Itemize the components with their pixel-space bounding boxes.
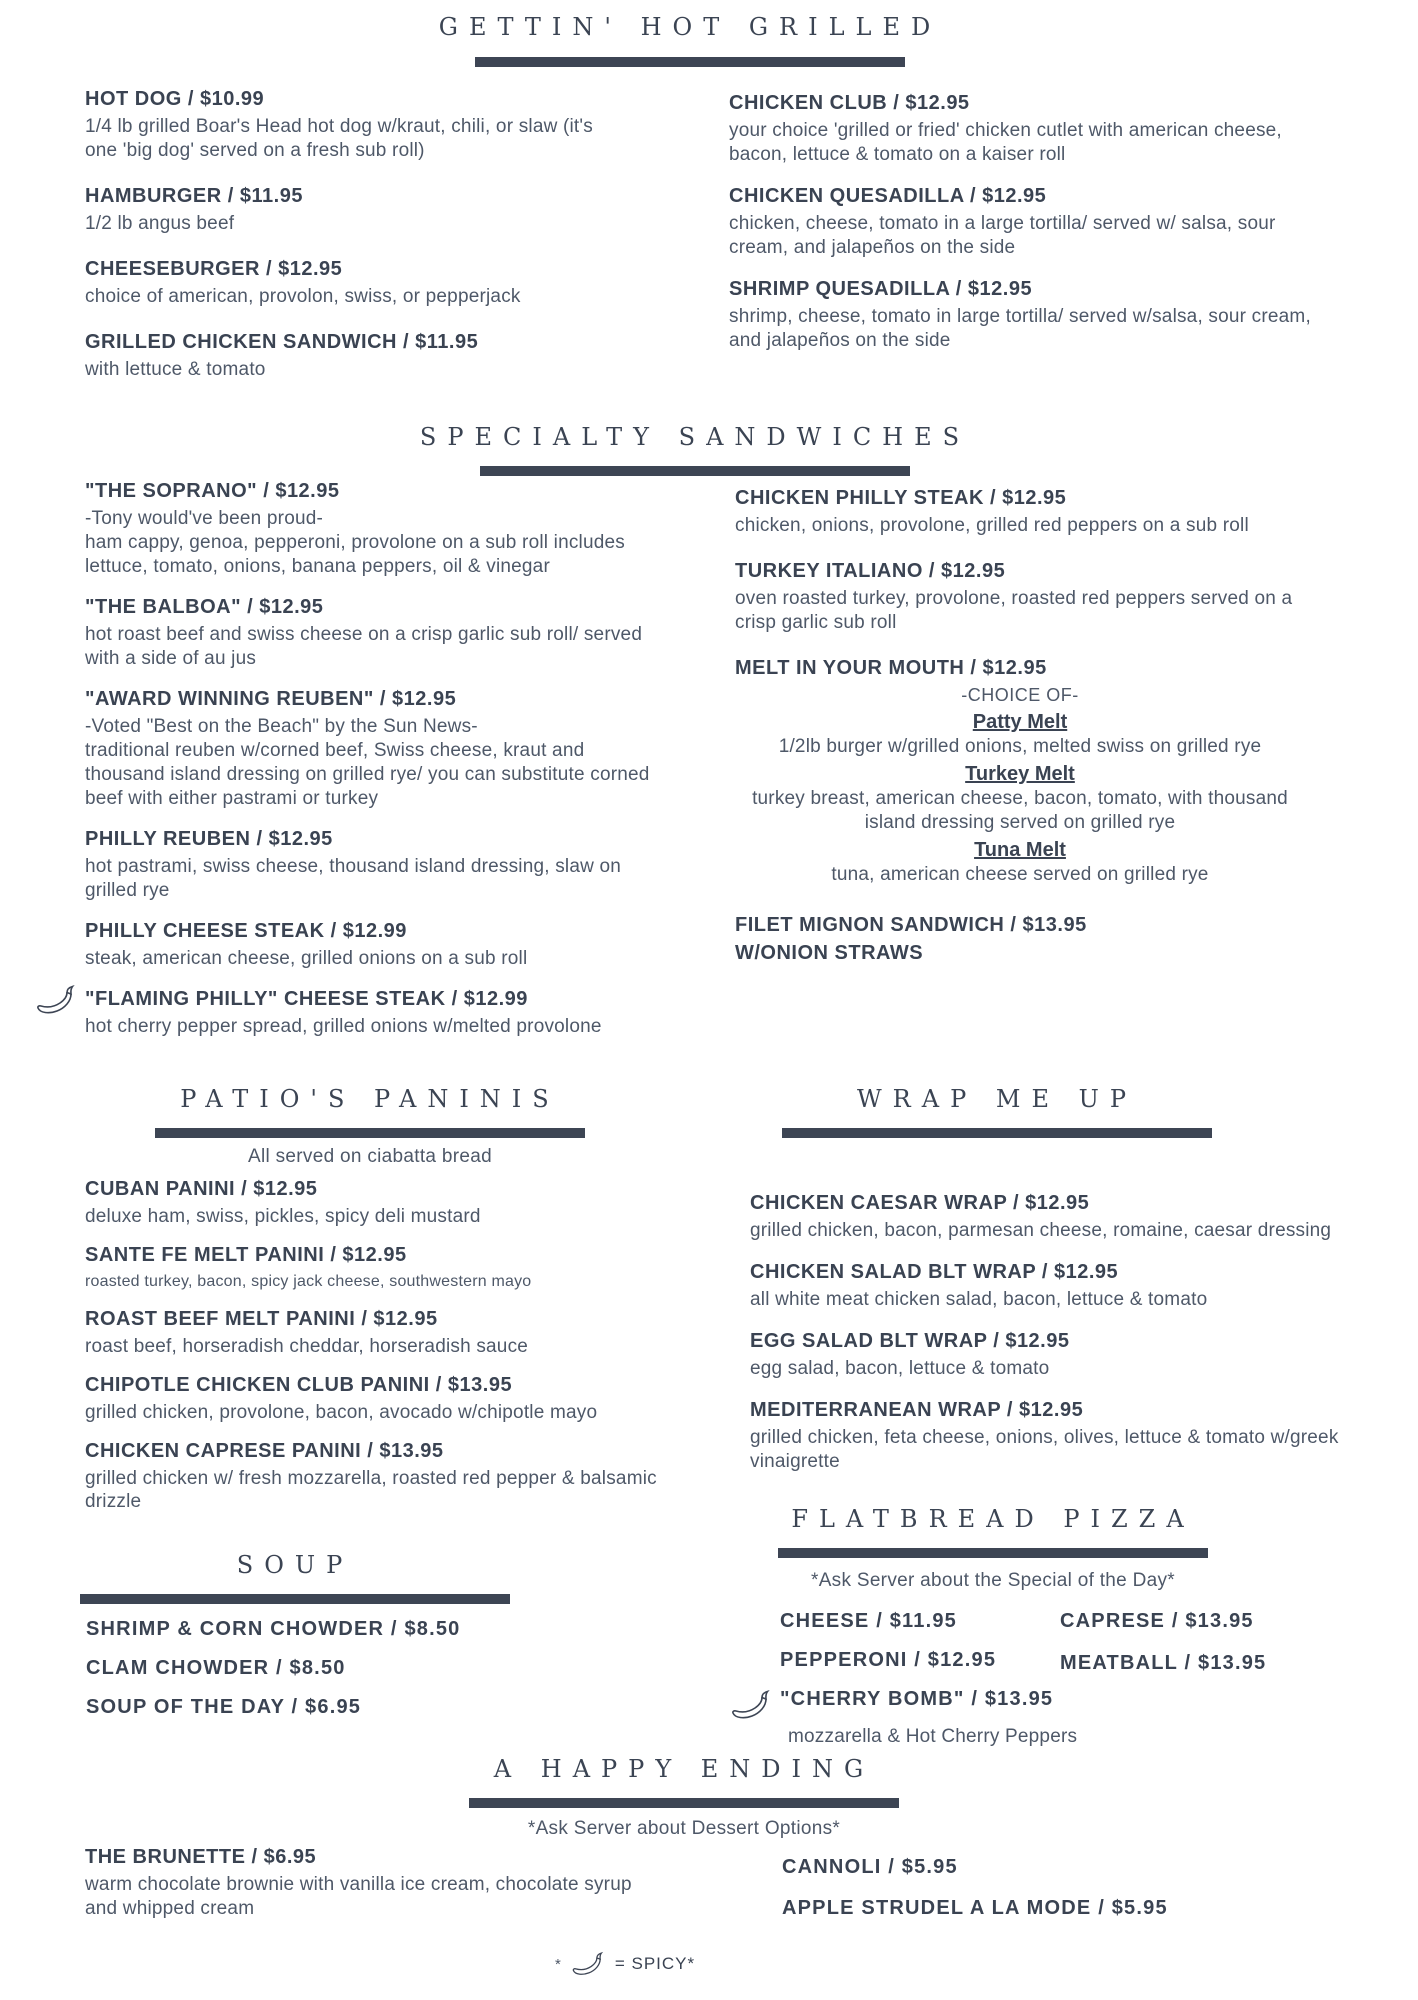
melt-option-name: Patty Melt xyxy=(972,711,1068,733)
spicy-legend xyxy=(555,1950,695,1978)
section-header-specialty xyxy=(0,422,1390,476)
section-divider xyxy=(778,1548,1208,1558)
chili-pepper-icon xyxy=(571,1950,605,1978)
item-description: grilled chicken w/ fresh mozzarella, roasted red pepper & balsamic drizzle xyxy=(85,1468,657,1512)
item-name: "FLAMING PHILLY" CHEESE STEAK / $12.99 xyxy=(85,988,528,1010)
item-description: roasted turkey, bacon, spicy jack cheese, southwestern mayo xyxy=(85,1273,532,1290)
section-divider xyxy=(782,1128,1212,1138)
section-title: WRAP ME UP xyxy=(857,1085,1137,1113)
item-description: oven roasted turkey, provolone, roasted red peppers served on a crisp garlic sub roll xyxy=(735,588,1293,633)
item-name: PHILLY REUBEN / $12.95 xyxy=(85,828,333,850)
item-name: CHICKEN CAPRESE PANINI / $13.95 xyxy=(85,1440,444,1462)
paninis-column xyxy=(85,1176,685,1528)
item-tagline: -Voted "Best on the Beach" by the Sun News- xyxy=(85,716,478,737)
menu-item xyxy=(85,329,625,382)
item-description: 1/2 lb angus beef xyxy=(85,213,235,234)
section-divider xyxy=(80,1594,510,1604)
item-description: chicken, cheese, tomato in a large tortilla/ served w/ salsa, sour cream, and jalapeños on the side xyxy=(729,213,1276,258)
menu-item xyxy=(85,86,625,163)
section-title: PATIO'S PANINIS xyxy=(180,1085,560,1113)
specialty-right-column xyxy=(735,485,1305,982)
section-title: SOUP xyxy=(236,1551,354,1579)
section-divider xyxy=(480,466,910,476)
item-description: egg salad, bacon, lettuce & tomato xyxy=(750,1358,1050,1379)
item-name: THE BRUNETTE / $6.95 xyxy=(85,1846,317,1868)
section-divider xyxy=(469,1798,899,1808)
item-name: HOT DOG / $10.99 xyxy=(85,88,265,110)
melt-option-description: 1/2lb burger w/grilled onions, melted swiss on grilled rye xyxy=(778,736,1262,757)
item-description: steak, american cheese, grilled onions on a sub roll xyxy=(85,948,528,969)
choice-label: -CHOICE OF- xyxy=(961,685,1079,705)
section-header-paninis xyxy=(60,1084,680,1168)
item-name: MELT IN YOUR MOUTH / $12.95 xyxy=(735,657,1047,679)
item-name: ROAST BEEF MELT PANINI / $12.95 xyxy=(85,1308,438,1330)
item-description: grilled chicken, feta cheese, onions, olives, lettuce & tomato w/greek vinaigrette xyxy=(750,1427,1339,1472)
menu-item xyxy=(735,911,1305,967)
item-description: hot roast beef and swiss cheese on a crisp garlic sub roll/ served with a side of au jus xyxy=(85,624,643,669)
section-title: SPECIALTY SANDWICHES xyxy=(419,423,971,451)
item-name-line2: W/ONION STRAWS xyxy=(735,942,924,964)
dessert-left-column xyxy=(85,1844,645,1936)
grilled-right-column xyxy=(729,90,1314,368)
menu-item xyxy=(729,183,1314,260)
item-name: "THE SOPRANO" / $12.95 xyxy=(85,480,340,502)
menu-item xyxy=(750,1397,1380,1474)
item-name: HAMBURGER / $11.95 xyxy=(85,185,303,207)
item-description: roast beef, horseradish cheddar, horseradish sauce xyxy=(85,1336,529,1357)
section-note: *Ask Server about Dessert Options* xyxy=(527,1818,841,1839)
menu-item xyxy=(85,1438,685,1513)
menu-item xyxy=(750,1259,1380,1312)
section-header-soup xyxy=(0,1550,590,1604)
item-name: SHRIMP & CORN CHOWDER / $8.50 xyxy=(86,1618,461,1640)
menu-item xyxy=(85,183,625,236)
melt-option-name: Turkey Melt xyxy=(965,763,1075,785)
item-description: deluxe ham, swiss, pickles, spicy deli mustard xyxy=(85,1206,481,1227)
pizza-right-column xyxy=(1060,1608,1380,1689)
section-note: All served on ciabatta bread xyxy=(248,1146,492,1167)
item-description: choice of american, provolon, swiss, or pepperjack xyxy=(85,286,521,307)
item-name: EGG SALAD BLT WRAP / $12.95 xyxy=(750,1330,1070,1352)
menu-item xyxy=(85,594,665,671)
item-name: CHIPOTLE CHICKEN CLUB PANINI / $13.95 xyxy=(85,1374,513,1396)
menu-item xyxy=(750,1190,1380,1243)
item-name: CHEESE / $11.95 xyxy=(780,1610,957,1632)
asterisk: * xyxy=(555,1955,561,1973)
section-header-pizza xyxy=(683,1504,1303,1592)
item-name: CHEESEBURGER / $12.95 xyxy=(85,258,343,280)
item-name: PHILLY CHEESE STEAK / $12.99 xyxy=(85,920,407,942)
section-header-grilled xyxy=(0,12,1380,67)
section-header-dessert xyxy=(0,1754,1368,1840)
item-description: ham cappy, genoa, pepperoni, provolone on a sub roll includes lettuce, tomato, onions, banana peppers, oil & vinegar xyxy=(85,532,625,577)
item-name: CHICKEN SALAD BLT WRAP / $12.95 xyxy=(750,1261,1119,1283)
item-name: PEPPERONI / $12.95 xyxy=(780,1649,997,1671)
chili-pepper-icon xyxy=(35,983,77,1017)
section-divider xyxy=(475,57,905,67)
item-description: hot pastrami, swiss cheese, thousand island dressing, slaw on grilled rye xyxy=(85,856,622,901)
menu-item xyxy=(729,276,1314,353)
item-name: CAPRESE / $13.95 xyxy=(1060,1610,1254,1632)
item-name: SANTE FE MELT PANINI / $12.95 xyxy=(85,1244,407,1266)
melt-option-name: Tuna Melt xyxy=(974,839,1066,861)
menu-item xyxy=(85,1306,685,1358)
item-name: CHICKEN QUESADILLA / $12.95 xyxy=(729,185,1047,207)
spicy-label: = SPICY* xyxy=(614,1954,696,1973)
menu-item xyxy=(750,1328,1380,1381)
section-header-wraps xyxy=(687,1084,1307,1138)
soup-column xyxy=(86,1616,646,1733)
chili-pepper-icon xyxy=(730,1688,772,1722)
menu-item xyxy=(85,478,665,579)
item-name: SHRIMP QUESADILLA / $12.95 xyxy=(729,278,1033,300)
melt-option-description: turkey breast, american cheese, bacon, tomato, with thousand island dressing served on grilled rye xyxy=(752,788,1288,833)
item-description: warm chocolate brownie with vanilla ice cream, chocolate syrup and whipped cream xyxy=(85,1874,632,1919)
menu-item xyxy=(85,826,665,903)
menu-item-spicy xyxy=(780,1686,1110,1749)
section-title: A HAPPY ENDING xyxy=(493,1755,875,1783)
menu-item xyxy=(85,686,665,811)
item-description: all white meat chicken salad, bacon, lettuce & tomato xyxy=(750,1289,1208,1310)
item-description: hot cherry pepper spread, grilled onions w/melted provolone xyxy=(85,1016,602,1037)
menu-item xyxy=(85,918,665,971)
menu-item xyxy=(85,1176,685,1228)
specialty-left-column xyxy=(85,478,665,1054)
item-description: traditional reuben w/corned beef, Swiss cheese, kraut and thousand island dressing on grilled rye/ you can substitute corned beef with either pastrami or turkey xyxy=(85,740,650,809)
item-name: CANNOLI / $5.95 xyxy=(782,1856,958,1878)
item-description: 1/4 lb grilled Boar's Head hot dog w/kraut, chili, or slaw (it's one 'big dog' served on a fresh sub roll) xyxy=(85,116,593,161)
item-description: grilled chicken, provolone, bacon, avocado w/chipotle mayo xyxy=(85,1402,598,1423)
melt-option-description: tuna, american cheese served on grilled rye xyxy=(831,864,1209,885)
menu-item xyxy=(85,1372,685,1424)
menu-item-spicy xyxy=(85,986,665,1039)
menu-item xyxy=(85,1844,645,1921)
menu-item xyxy=(85,1242,685,1292)
dessert-right-column xyxy=(782,1854,1262,1934)
item-name: CHICKEN CLUB / $12.95 xyxy=(729,92,970,114)
section-divider xyxy=(155,1128,585,1138)
item-tagline: -Tony would've been proud- xyxy=(85,508,324,529)
item-description: chicken, onions, provolone, grilled red peppers on a sub roll xyxy=(735,515,1249,536)
section-note: *Ask Server about the Special of the Day* xyxy=(811,1570,1175,1591)
item-name: MEATBALL / $13.95 xyxy=(1060,1652,1267,1674)
item-name: SOUP OF THE DAY / $6.95 xyxy=(86,1696,362,1718)
item-description: with lettuce & tomato xyxy=(85,359,266,380)
grilled-left-column xyxy=(85,86,625,397)
item-name: "AWARD WINNING REUBEN" / $12.95 xyxy=(85,688,457,710)
item-name: GRILLED CHICKEN SANDWICH / $11.95 xyxy=(85,331,479,353)
item-name: TURKEY ITALIANO / $12.95 xyxy=(735,560,1006,582)
item-description: mozzarella & Hot Cherry Peppers xyxy=(788,1726,1078,1747)
item-description: shrimp, cheese, tomato in large tortilla/ served w/salsa, sour cream, and jalapeños on the side xyxy=(729,306,1311,351)
item-name: CUBAN PANINI / $12.95 xyxy=(85,1178,318,1200)
item-name: CHICKEN PHILLY STEAK / $12.95 xyxy=(735,487,1067,509)
section-title: FLATBREAD PIZZA xyxy=(791,1505,1195,1533)
item-name: CHICKEN CAESAR WRAP / $12.95 xyxy=(750,1192,1090,1214)
item-name: MEDITERRANEAN WRAP / $12.95 xyxy=(750,1399,1084,1421)
item-name: CLAM CHOWDER / $8.50 xyxy=(86,1657,346,1679)
item-name: "CHERRY BOMB" / $13.95 xyxy=(780,1688,1054,1710)
wraps-column xyxy=(750,1190,1380,1489)
item-name: FILET MIGNON SANDWICH / $13.95 xyxy=(735,914,1087,936)
menu-item xyxy=(735,558,1305,635)
menu-item-melt xyxy=(735,655,1305,887)
item-name: "THE BALBOA" / $12.95 xyxy=(85,596,324,618)
item-name: APPLE STRUDEL A LA MODE / $5.95 xyxy=(782,1897,1168,1919)
item-description: grilled chicken, bacon, parmesan cheese, romaine, caesar dressing xyxy=(750,1220,1332,1241)
menu-item xyxy=(85,256,625,309)
section-title: GETTIN' HOT GRILLED xyxy=(438,13,942,41)
menu-item xyxy=(735,485,1305,538)
menu-item xyxy=(729,90,1314,167)
item-description: your choice 'grilled or fried' chicken cutlet with american cheese, bacon, lettuce & tomato on a kaiser roll xyxy=(729,120,1282,165)
